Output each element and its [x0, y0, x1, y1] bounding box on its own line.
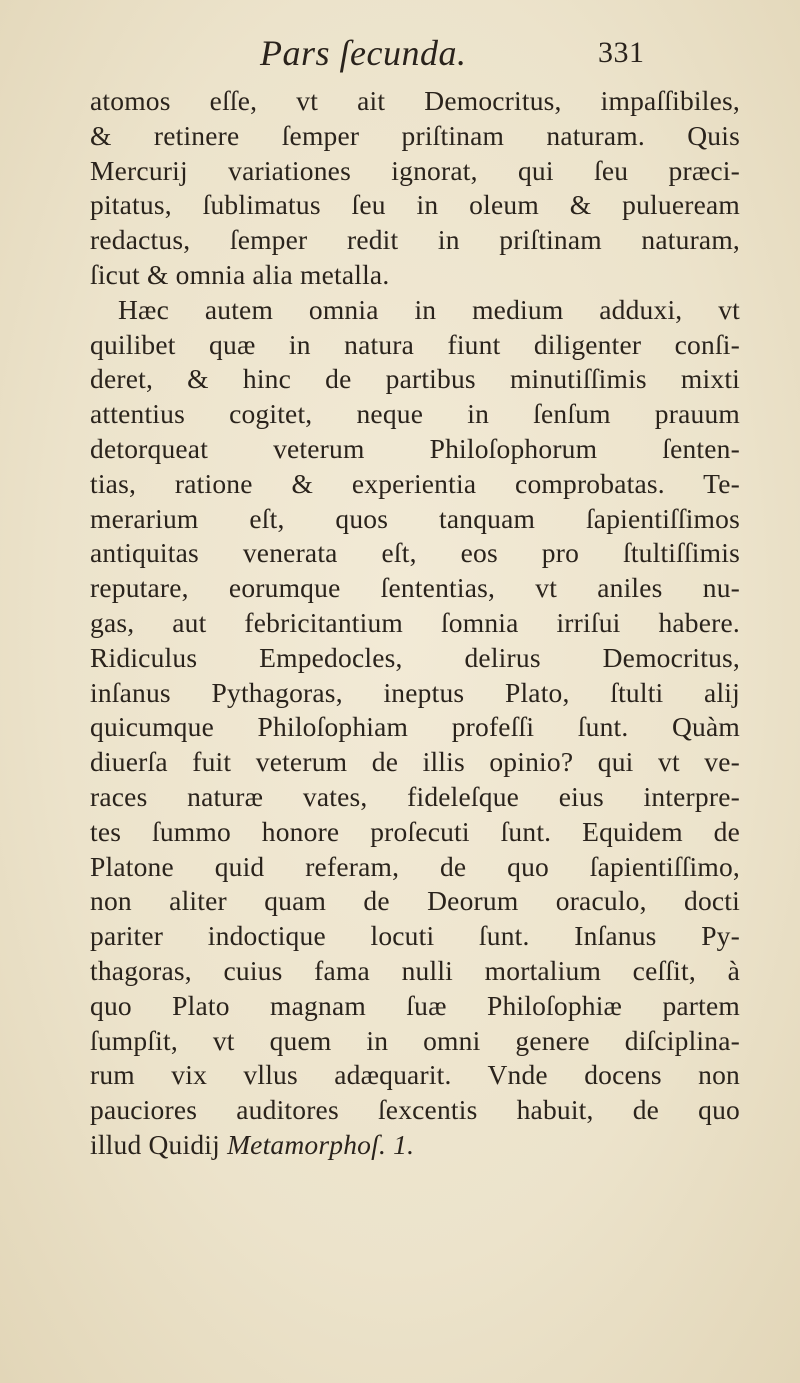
- text-line-final: [90, 1128, 740, 1163]
- text-line: quicumque Philoſophiam profeſſi ſunt. Quàm: [90, 711, 740, 743]
- text-line: Mercurij variationes ignorat, qui ſeu præci-: [90, 154, 740, 186]
- text-line: deret, & hinc de partibus minutiſſimis mixti: [90, 363, 740, 395]
- text-line: inſanus Pythagoras, ineptus Plato, ſtulti alij: [90, 676, 740, 708]
- text-line: gas, aut febricitantium ſomnia irriſui habere.: [90, 606, 740, 638]
- text-line: reputare, eorumque ſententias, vt aniles nu-: [90, 572, 740, 604]
- text-line: diuerſa fuit veterum de illis opinio? qui vt ve-: [90, 746, 740, 778]
- text-line: pariter indoctique locuti ſunt. Inſanus Py-: [90, 920, 740, 952]
- text-line: quilibet quæ in natura fiunt diligenter conſi-: [90, 328, 740, 360]
- text-line: pitatus, ſublimatus ſeu in oleum & pulueream: [90, 189, 740, 221]
- text-line: atomos eſſe, vt ait Democritus, impaſſibiles,: [90, 85, 740, 116]
- text-line: antiquitas venerata eſt, eos pro ſtultiſſimis: [90, 537, 740, 569]
- text-line-final-roman: illud Quidij: [90, 1128, 220, 1160]
- text-line: ſicut & omnia alia metalla.: [90, 258, 390, 290]
- text-line: Hæc autem omnia in medium adduxi, vt: [118, 293, 740, 325]
- running-title: Pars ſecunda.: [260, 33, 467, 73]
- text-line: tes ſummo honore proſecuti ſunt. Equidem de: [90, 815, 740, 847]
- text-line: rum vix vllus adæquarit. Vnde docens non: [90, 1059, 740, 1091]
- book-page: [90, 30, 740, 1163]
- text-line: redactus, ſemper redit in priſtinam naturam,: [90, 224, 740, 256]
- text-line: ſumpſit, vt quem in omni genere diſciplina-: [90, 1024, 740, 1056]
- text-line: merarium eſt, quos tanquam ſapientiſſimos: [90, 502, 740, 534]
- page-number: 331: [598, 36, 645, 69]
- text-line: pauciores auditores ſexcentis habuit, de quo: [90, 1094, 740, 1126]
- text-line: Platone quid referam, de quo ſapientiſſimo,: [90, 850, 740, 882]
- text-line: quo Plato magnam ſuæ Philoſophiæ partem: [90, 989, 740, 1021]
- text-line: attentius cogitet, neque in ſenſum prauum: [90, 398, 740, 430]
- text-line: Ridiculus Empedocles, delirus Democritus,: [90, 641, 740, 673]
- text-line: races naturæ vates, fideleſque eius interpre-: [90, 780, 740, 812]
- text-line: tias, ratione & experientia comprobatas. Te-: [90, 467, 740, 499]
- citation-italic: Metamorphoſ. 1.: [227, 1128, 415, 1160]
- running-header: [90, 30, 740, 80]
- text-line: detorqueat veterum Philoſophorum ſenten-: [90, 432, 740, 464]
- text-line: non aliter quam de Deorum oraculo, docti: [90, 885, 740, 917]
- text-line: & retinere ſemper priſtinam naturam. Quis: [90, 119, 740, 151]
- text-line: thagoras, cuius fama nulli mortalium ceſſit, à: [90, 954, 740, 986]
- body-text: [90, 84, 740, 1163]
